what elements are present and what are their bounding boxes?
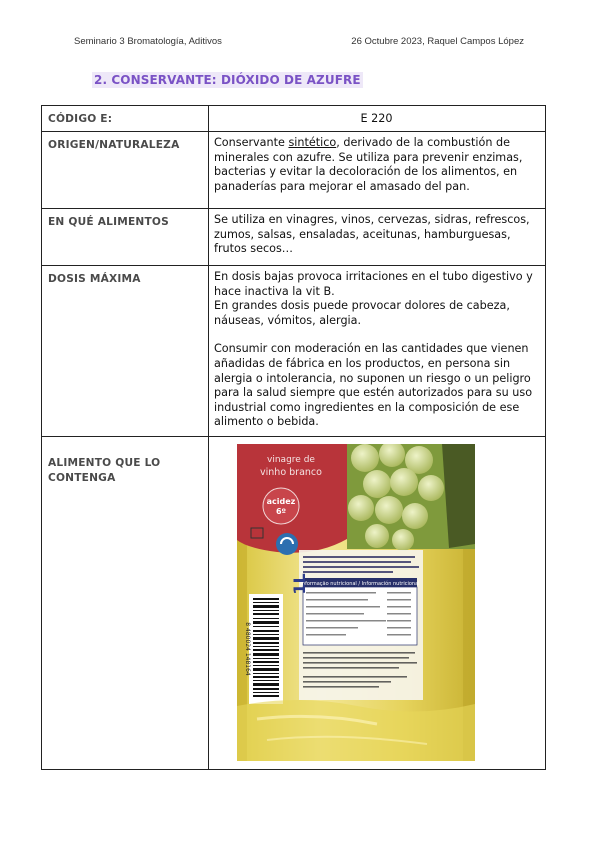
code-label: CÓDIGO E: [42,106,209,132]
dose-value [209,266,546,437]
food-item-label: ALIMENTO QUE LO CONTENGA [42,437,209,770]
grapes-image [347,444,475,551]
additive-table [41,105,546,770]
code-value: E 220 [209,106,546,132]
header-left: Seminario 3 Bromatología, Aditivos [74,36,222,47]
header-right: 26 Octubre 2023, Raquel Campos López [351,36,524,47]
dose-paragraph-2: En grandes dosis puede provocar dolores de cabeza, náuseas, vómitos, alergia. [214,299,510,327]
product-photo-cell [209,437,546,770]
green-dot-icon [276,533,298,555]
dose-paragraph-3: Consumir con moderación en las cantidades que vienen añadidas de fábrica en los productos, en persona sin alergia o intolerancia, no suponen un riesgo o un peligro para la salud siempre que estén autorizados para su uso industrial como ingredientes en la composición de ese alimento o bebida. [214,342,533,429]
barcode-icon [249,594,283,704]
label-line-2: vinho branco [260,467,322,478]
dose-paragraph-1: En dosis bajas provoca irritaciones en el tubo digestivo y hace inactiva la vit B. [214,270,533,298]
vinegar-bottle-photo [237,444,475,761]
nutrition-title: Informação nutricional / Información nutricional [300,581,420,587]
badge-line-1: acidez [266,497,296,506]
badge-line-2: 6º [275,507,287,516]
origin-value [209,132,546,209]
barcode-digits: 8 480024 148164 [244,622,251,676]
table-row [42,266,546,437]
table-row [42,132,546,209]
section-title: 2. CONSERVANTE: DIÓXIDO DE AZUFRE [94,73,361,87]
table-row [42,209,546,266]
origin-label: ORIGEN/NATURALEZA [42,132,209,209]
dose-label: DOSIS MÁXIMA [42,266,209,437]
table-row [42,106,546,132]
origin-text-before: Conservante [214,136,289,149]
origin-text-after: , derivado de la combustión de minerales con azufre. Se utiliza para prevenir enzimas, bacterias y evitar la decoloración de los alimentos, en panaderías para mejorar el amasado del pan. [214,136,523,193]
foods-value: Se utiliza en vinagres, vinos, cervezas, sidras, refrescos, zumos, salsas, ensaladas, aceitunas, hamburguesas, frutos secos… [209,209,546,266]
foods-label: EN QUÉ ALIMENTOS [42,209,209,266]
volume-label: 1L [290,573,309,595]
origin-underlined: sintético [288,136,337,149]
label-line-1: vinagre de [267,455,315,465]
table-row [42,437,546,770]
